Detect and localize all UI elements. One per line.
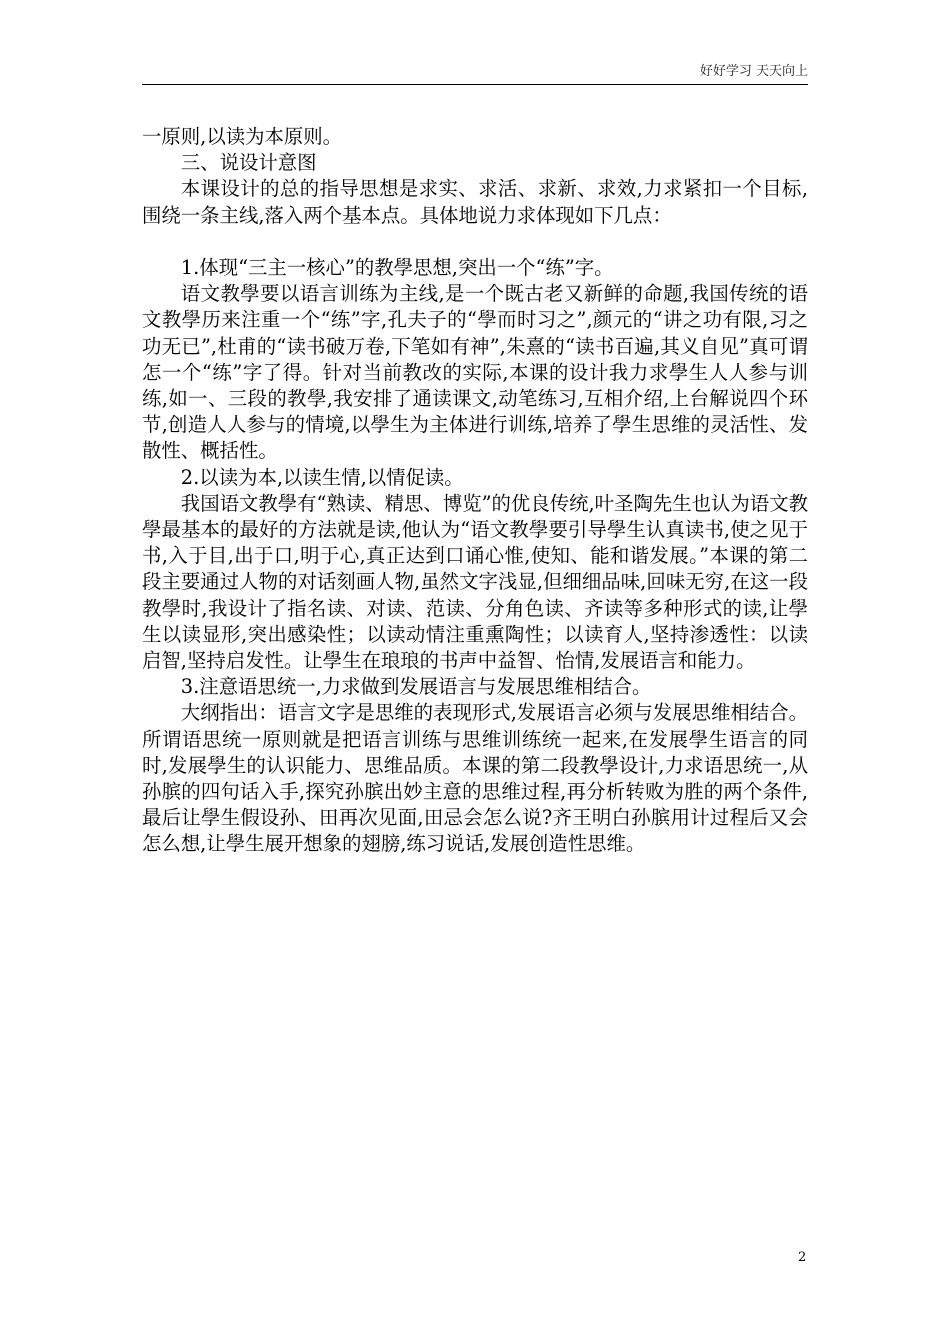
- page-header: [142, 62, 808, 85]
- paragraph-continuation: 一原则,以读为本原则。: [142, 125, 343, 148]
- paragraph-intro: 本课设计的总的指导思想是求实、求活、求新、求效,力求紧扣一个目标,围绕一条主线,落入两个基本点。具体地说力求体现如下几点：: [142, 177, 808, 227]
- blank-line: [142, 229, 808, 255]
- paragraph-point-3: 大纲指出：语言文字是思维的表现形式,发展语言必须与发展思维相结合。所谓语思统一原则就是把语言训练与思维训练统一起来,在发展學生语言的同时,发展學生的认识能力、思维品质。本课的第二段教學设计,力求语思统一,从孙膑的四句话入手,探究孙膑出妙主意的思维过程,再分析转败为胜的两个条件,最后让學生假设孙、田再次见面,田忌会怎么说?齐王明白孙膑用计过程后又会怎么想,让學生展开想象的翅膀,练习说话,发展创造性思维。: [142, 701, 808, 856]
- page-number: 2: [798, 1250, 807, 1265]
- point-heading-2: 2.以读为本,以读生情,以情促读。: [180, 465, 464, 489]
- point-heading-1: 1.体现“三主一核心”的教學思想,突出一个“练”字。: [180, 256, 614, 279]
- point-heading-3: 3.注意语思统一,力求做到发展语言与发展思维相结合。: [180, 675, 652, 699]
- header-text: 好好学习 天天向上: [699, 64, 808, 79]
- paragraph-point-2: 我国语文教學有“熟读、精思、博览”的优良传统,叶圣陶先生也认为语文教學最基本的最好的方法就是读,他认为“语文教學要引导學生认真读书,使之见于书,入于目,出于口,明于心,真正达到口诵心惟,使知、能和谐发展。”本课的第二段主要通过人物的对话刻画人物,虽然文字浅显,但细细品味,回味无穷,在这一段教學时,我设计了指名读、对读、范读、分角色读、齐读等多种形式的读,让學生以读显形,突出感染性；以读动情注重熏陶性；以读育人,坚持渗透性：以读启智,坚持启发性。让學生在琅琅的书声中益智、怡情,发展语言和能力。: [142, 491, 808, 673]
- section-heading: 三、说设计意图: [180, 151, 317, 175]
- document-body: [142, 124, 808, 858]
- paragraph-point-1: 语文教學要以语言训练为主线,是一个既古老又新鲜的命题,我国传统的语文教學历来注重一个“练”字,孔夫子的“學而时习之”,颜元的“讲之功有限,习之功无已”,杜甫的“读书破万卷,下笔如有神”,朱熹的“读书百遍,其义自见”真可谓怎一个“练”字了得。针对当前教改的实际,本课的设计我力求學生人人参与训练,如一、三段的教學,我安排了通读课文,动笔练习,互相介绍,上台解说四个环节,创造人人参与的情境,以學生为主体进行训练,培养了學生思维的灵活性、发散性、概括性。: [142, 282, 808, 463]
